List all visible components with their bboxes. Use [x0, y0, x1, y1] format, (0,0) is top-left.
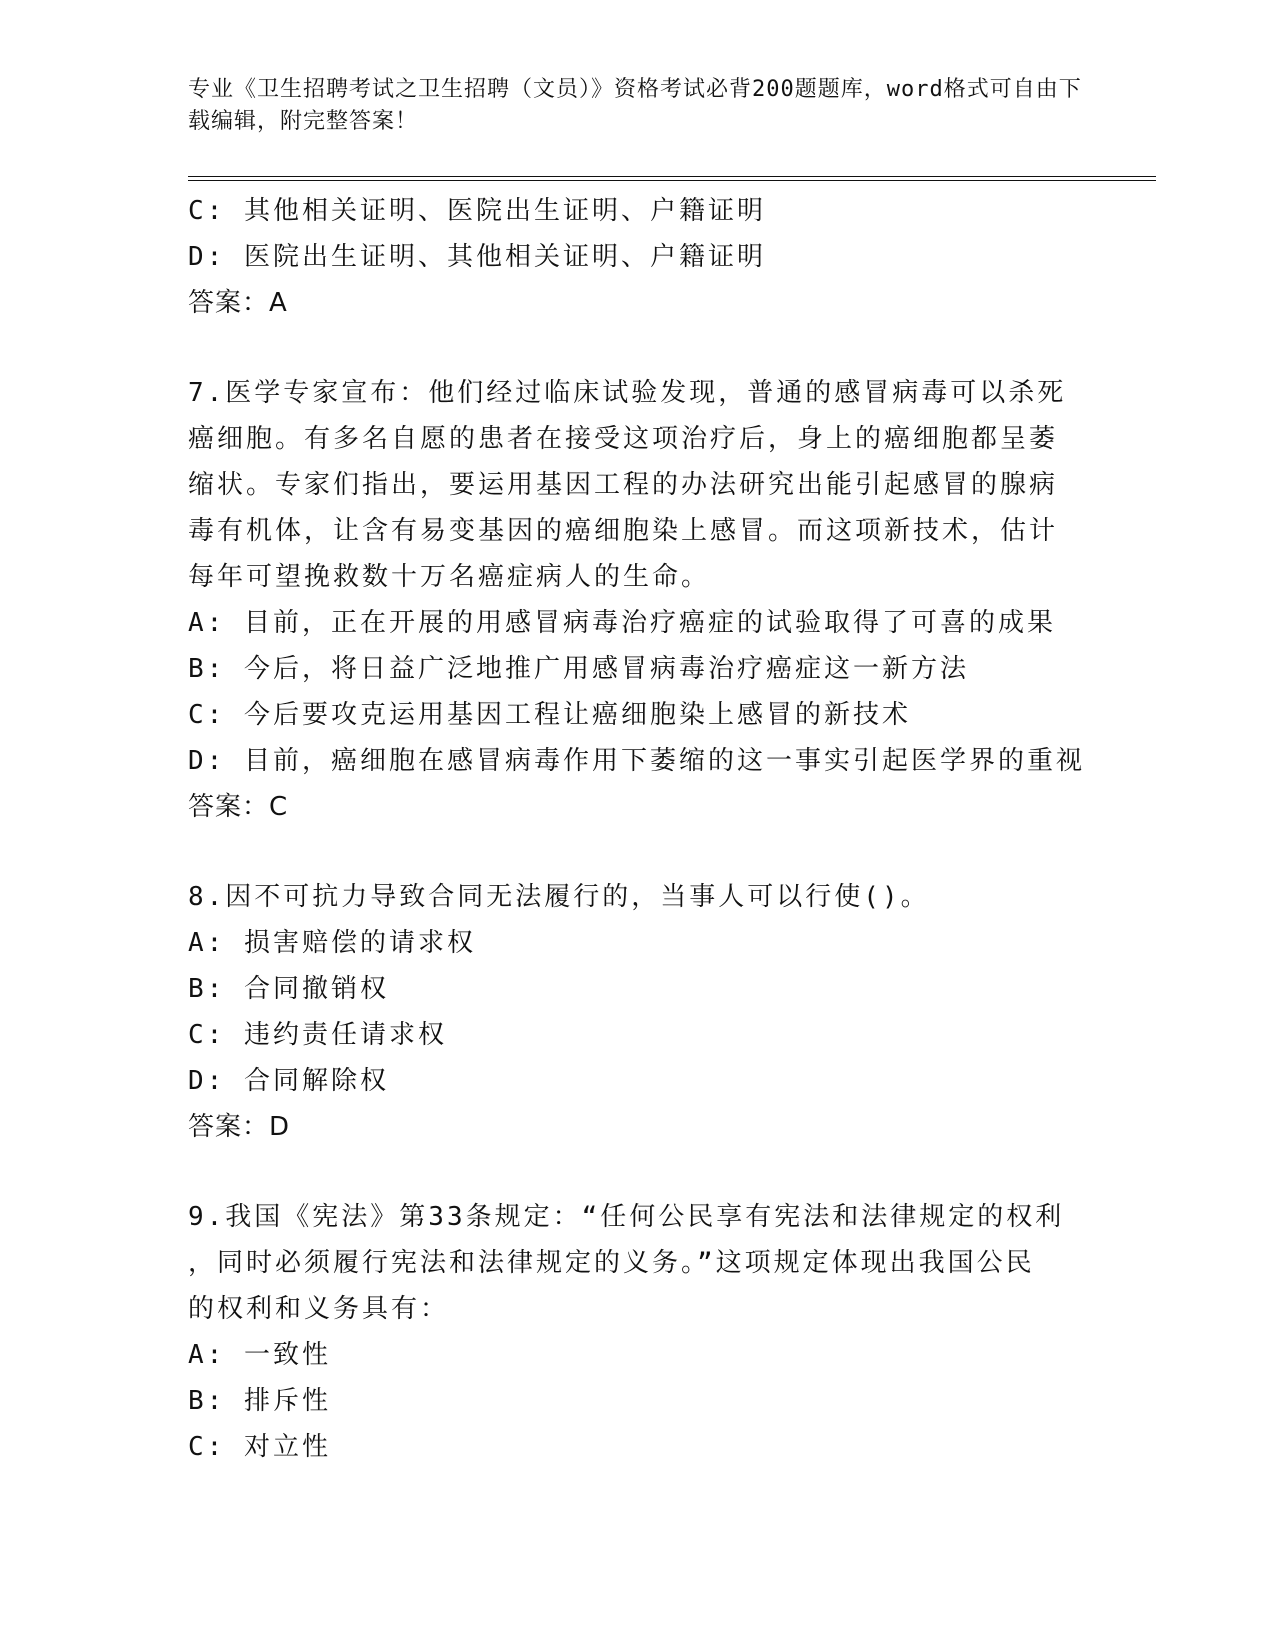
option-c: C: 对立性 [188, 1432, 331, 1462]
answer-line: 答案：D [188, 1112, 291, 1142]
option-d: D: 医院出生证明、其他相关证明、户籍证明 [188, 242, 766, 272]
option-b: B: 今后，将日益广泛地推广用感冒病毒治疗癌症这一新方法 [188, 654, 969, 684]
document-header: 专业《卫生招聘考试之卫生招聘（文员）》资格考试必背200题题库，word格式可自由下载编辑，附完整答案！ [188, 77, 1082, 134]
option-a: A: 一致性 [188, 1340, 331, 1370]
option-c: C: 今后要攻克运用基因工程让癌细胞染上感冒的新技术 [188, 700, 911, 730]
question-stem-line: 7.医学专家宣布：他们经过临床试验发现，普通的感冒病毒可以杀死 [188, 378, 1067, 408]
question-stem-line: 癌细胞。有多名自愿的患者在接受这项治疗后，身上的癌细胞都呈萎 [188, 424, 1059, 454]
answer-line: 答案：A [188, 288, 288, 318]
question-stem-line: 每年可望挽救数十万名癌症病人的生命。 [188, 562, 711, 592]
option-b: B: 合同撤销权 [188, 974, 389, 1004]
document-body [188, 188, 1088, 1470]
option-d: D: 目前，癌细胞在感冒病毒作用下萎缩的这一事实引起医学界的重视 [188, 746, 1085, 776]
question-stem-line: 缩状。专家们指出，要运用基因工程的办法研究出能引起感冒的腺病 [188, 470, 1059, 500]
question-8 [188, 874, 1088, 1150]
question-9 [188, 1194, 1088, 1470]
answer-line: 答案：C [188, 792, 289, 822]
question-6-tail [188, 188, 1088, 326]
option-c: C: 违约责任请求权 [188, 1020, 447, 1050]
option-c: C: 其他相关证明、医院出生证明、户籍证明 [188, 196, 766, 226]
question-stem-line: 9.我国《宪法》第33条规定：“任何公民享有宪法和法律规定的权利 [188, 1202, 1065, 1232]
option-a: A: 损害赔偿的请求权 [188, 928, 476, 958]
question-stem-line: 毒有机体，让含有易变基因的癌细胞染上感冒。而这项新技术，估计 [188, 516, 1059, 546]
option-d: D: 合同解除权 [188, 1066, 389, 1096]
option-a: A: 目前，正在开展的用感冒病毒治疗癌症的试验取得了可喜的成果 [188, 608, 1056, 638]
option-b: B: 排斥性 [188, 1386, 331, 1416]
header-divider [188, 176, 1156, 181]
question-stem: 8.因不可抗力导致合同无法履行的，当事人可以行使()。 [188, 882, 930, 912]
question-7 [188, 370, 1088, 830]
question-stem-line: ，同时必须履行宪法和法律规定的义务。”这项规定体现出我国公民 [188, 1248, 1035, 1278]
question-stem-line: 的权利和义务具有： [188, 1294, 450, 1324]
